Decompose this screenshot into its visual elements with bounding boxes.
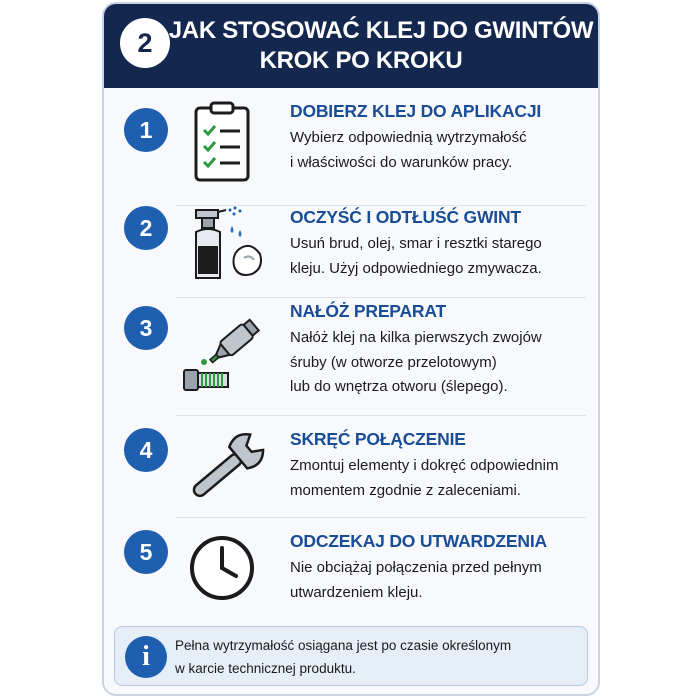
step-desc-line: Wybierz odpowiednią wytrzymałość bbox=[290, 129, 527, 146]
step-number-badge: 5 bbox=[124, 530, 168, 574]
step-text bbox=[290, 428, 595, 503]
divider bbox=[176, 517, 586, 518]
info-text bbox=[175, 634, 585, 680]
step-title: NAŁÓŻ PREPARAT bbox=[290, 301, 446, 321]
header-number-badge: 2 bbox=[120, 18, 170, 68]
step-number-badge: 2 bbox=[124, 206, 168, 250]
info-line: w karcie technicznej produktu. bbox=[175, 661, 356, 676]
step-number-badge: 1 bbox=[124, 108, 168, 152]
step-5 bbox=[104, 530, 598, 636]
step-desc-line: kleju. Użyj odpowiedniego zmywacza. bbox=[290, 259, 542, 277]
step-description bbox=[290, 326, 595, 400]
step-description bbox=[290, 232, 595, 281]
glue-tube-bolt-icon bbox=[182, 310, 270, 398]
step-desc-line: śruby (w otworze przelotowym) bbox=[290, 353, 497, 371]
step-description bbox=[290, 454, 595, 503]
wrench-icon bbox=[182, 424, 270, 512]
step-desc-line: momentem zgodnie z zaleceniami. bbox=[290, 481, 521, 499]
instruction-card bbox=[102, 2, 600, 696]
step-number-badge: 3 bbox=[124, 306, 168, 350]
step-4 bbox=[104, 428, 598, 534]
spray-bottle-cleaner-icon bbox=[182, 200, 270, 288]
title-line-1: JAK STOSOWAĆ KLEJ DO GWINTÓW bbox=[168, 17, 594, 44]
header bbox=[104, 4, 598, 88]
info-box bbox=[114, 626, 588, 686]
step-3 bbox=[104, 300, 598, 416]
step-1 bbox=[104, 100, 598, 206]
checklist-clipboard-icon bbox=[182, 100, 270, 188]
step-2 bbox=[104, 206, 598, 312]
step-desc-line: i właściwości do warunków pracy. bbox=[290, 153, 513, 171]
step-text bbox=[290, 100, 595, 175]
page-title bbox=[166, 16, 596, 76]
step-desc-line: Zmontuj elementy i dokręć odpowiednim bbox=[290, 457, 559, 474]
clock-icon bbox=[182, 526, 270, 614]
info-icon: i bbox=[125, 636, 167, 678]
step-title: OCZYŚĆ I ODTŁUŚĆ GWINT bbox=[290, 207, 521, 227]
divider bbox=[176, 415, 586, 416]
step-description bbox=[290, 126, 595, 175]
step-text bbox=[290, 300, 595, 400]
step-desc-line: utwardzeniem kleju. bbox=[290, 583, 423, 601]
step-title: SKRĘĆ POŁĄCZENIE bbox=[290, 429, 466, 449]
step-title: DOBIERZ KLEJ DO APLIKACJI bbox=[290, 101, 542, 121]
title-line-2: KROK PO KROKU bbox=[259, 47, 463, 74]
step-desc-line: Usuń brud, olej, smar i resztki starego bbox=[290, 235, 542, 252]
step-text bbox=[290, 206, 595, 281]
step-desc-line: lub do wnętrza otworu (ślepego). bbox=[290, 378, 508, 395]
step-number-badge: 4 bbox=[124, 428, 168, 472]
step-title: ODCZEKAJ DO UTWARDZENIA bbox=[290, 531, 547, 551]
info-line: Pełna wytrzymałość osiągana jest po czasie określonym bbox=[175, 638, 512, 653]
divider bbox=[176, 297, 586, 298]
step-desc-line: Nałóż klej na kilka pierwszych zwojów bbox=[290, 329, 542, 346]
step-description bbox=[290, 556, 595, 605]
step-text bbox=[290, 530, 595, 605]
step-desc-line: Nie obciążaj połączenia przed pełnym bbox=[290, 559, 542, 576]
